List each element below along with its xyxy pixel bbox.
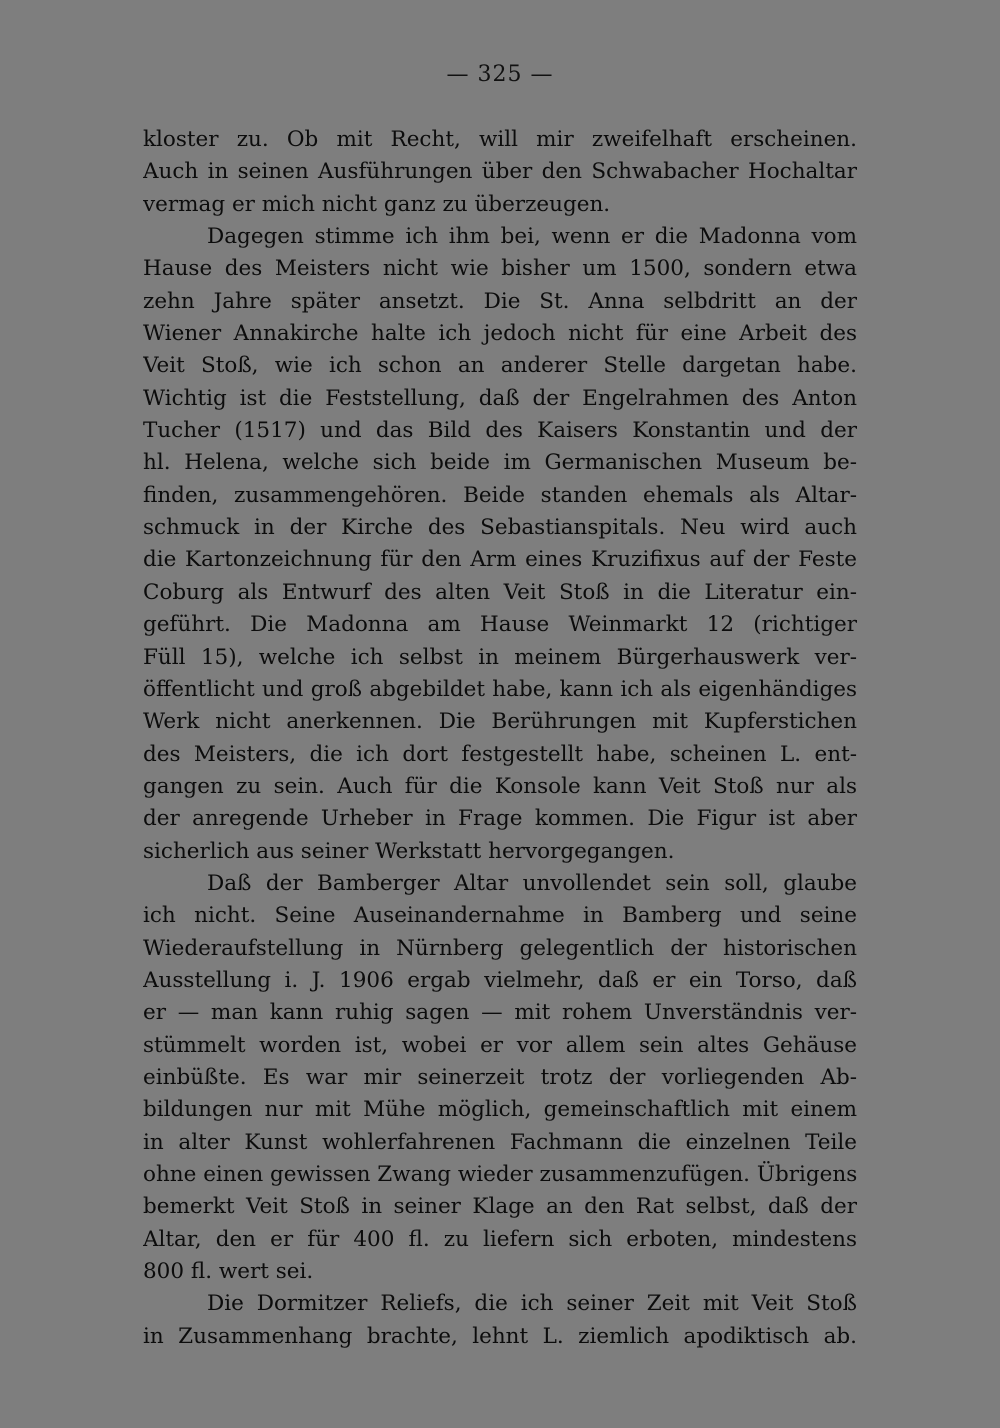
text-line: bildungen nur mit Mühe möglich, gemeinschaftlich mit einem — [143, 1097, 857, 1123]
text-line: bemerkt Veit Stoß in seiner Klage an den Rat selbst, daß der — [143, 1194, 857, 1220]
text-line: Wiener Annakirche halte ich jedoch nicht für eine Arbeit des — [143, 321, 857, 347]
text-line: schmuck in der Kirche des Sebastianspitals. Neu wird auch — [143, 515, 857, 541]
text-line: Daß der Bamberger Altar unvollendet sein soll, glaube — [207, 870, 857, 896]
text-line: Wichtig ist die Feststellung, daß der Engelrahmen des Anton — [143, 385, 857, 411]
text-line: Hause des Meisters nicht wie bisher um 1500, sondern etwa — [143, 256, 857, 282]
text-line: Die Dormitzer Reliefs, die ich seiner Zeit mit Veit Stoß — [207, 1291, 857, 1317]
text-line: Altar, den er für 400 fl. zu liefern sich erboten, mindestens — [143, 1226, 857, 1252]
text-line: in Zusammenhang brachte, lehnt L. ziemlich apodiktisch ab. — [143, 1323, 857, 1349]
text-line: Füll 15), welche ich selbst in meinem Bürgerhauswerk ver- — [143, 644, 857, 670]
text-line: sicherlich aus seiner Werkstatt hervorgegangen. — [143, 838, 675, 864]
text-line: einbüßte. Es war mir seinerzeit trotz der vorliegenden Ab- — [143, 1064, 857, 1090]
text-line: Dagegen stimme ich ihm bei, wenn er die Madonna vom — [207, 224, 857, 250]
text-line: der anregende Urheber in Frage kommen. Die Figur ist aber — [143, 806, 857, 832]
text-line: in alter Kunst wohlerfahrenen Fachmann die einzelnen Teile — [143, 1129, 857, 1155]
text-line: hl. Helena, welche sich beide im Germanischen Museum be- — [143, 450, 857, 476]
text-line: 800 fl. wert sei. — [143, 1259, 314, 1285]
page-number: — 325 — — [446, 62, 554, 87]
text-line: Tucher (1517) und das Bild des Kaisers Konstantin und der — [143, 418, 857, 444]
text-line: Veit Stoß, wie ich schon an anderer Stelle dargetan habe. — [143, 353, 857, 379]
text-line: des Meisters, die ich dort festgestellt habe, scheinen L. ent- — [143, 741, 857, 767]
text-line: Coburg als Entwurf des alten Veit Stoß in die Literatur ein- — [143, 579, 857, 605]
text-line: Wiederaufstellung in Nürnberg gelegentlich der historischen — [143, 935, 857, 961]
text-line: stümmelt worden ist, wobei er vor allem sein altes Gehäuse — [143, 1032, 857, 1058]
text-line: er — man kann ruhig sagen — mit rohem Unverständnis ver- — [143, 1000, 857, 1026]
text-line: kloster zu. Ob mit Recht, will mir zweifelhaft erscheinen. — [143, 127, 857, 152]
text-line: Ausstellung i. J. 1906 ergab vielmehr, daß er ein Torso, daß — [143, 967, 857, 993]
body-text — [143, 124, 857, 1353]
text-line: die Kartonzeichnung für den Arm eines Kruzifixus auf der Feste — [143, 547, 857, 573]
text-line: vermag er mich nicht ganz zu überzeugen. — [143, 191, 611, 217]
text-line: finden, zusammengehören. Beide standen ehemals als Altar- — [143, 482, 857, 508]
text-line: geführt. Die Madonna am Hause Weinmarkt 12 (richtiger — [143, 612, 857, 638]
text-line: Auch in seinen Ausführungen über den Schwabacher Hochaltar — [143, 159, 857, 185]
text-line: zehn Jahre später ansetzt. Die St. Anna selbdritt an der — [143, 288, 857, 314]
text-line: Werk nicht anerkennen. Die Berührungen mit Kupferstichen — [143, 709, 857, 735]
text-line: öffentlicht und groß abgebildet habe, kann ich als eigenhändiges — [143, 676, 857, 702]
text-line: ich nicht. Seine Auseinandernahme in Bamberg und seine — [143, 903, 857, 929]
text-line: gangen zu sein. Auch für die Konsole kann Veit Stoß nur als — [143, 773, 857, 799]
text-line: ohne einen gewissen Zwang wieder zusammenzufügen. Übrigens — [143, 1162, 857, 1187]
